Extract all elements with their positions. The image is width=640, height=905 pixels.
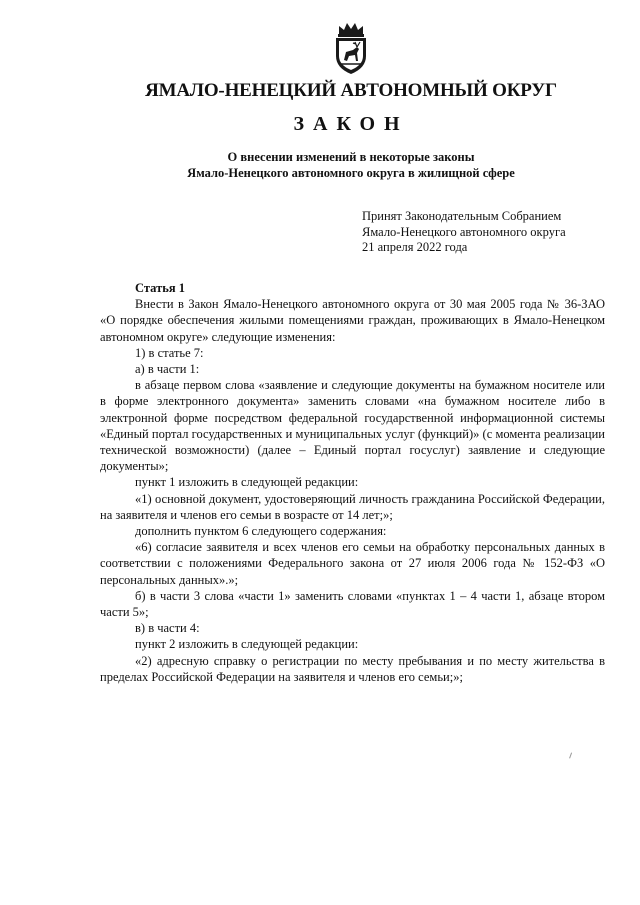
law-title <box>0 149 640 181</box>
scan-mark <box>569 752 575 759</box>
adoption-line: Ямало-Ненецкого автономного округа <box>362 224 566 239</box>
article-heading: Статья 1 <box>135 281 185 295</box>
paragraph: 1) в статье 7: <box>135 345 204 360</box>
document-type-heading: ЗАКОН <box>293 113 409 135</box>
paragraph: пункт 1 изложить в следующей редакции: <box>135 475 359 490</box>
paragraph: дополнить пунктом 6 следующего содержания: <box>135 524 387 539</box>
article-body <box>100 280 605 685</box>
law-title-line: О внесении изменений в некоторые законы <box>227 150 475 164</box>
paragraph: «1) основной документ, удостоверяющий личность гражданина Российской Федерации, на заявителя и членов его семьи в возрасте от 14 лет;»; <box>100 491 605 522</box>
coat-of-arms-icon <box>331 20 371 76</box>
paragraph: «6) согласие заявителя и всех членов его семьи на обработку персональных данных в соответствии с положениями Федерального закона от 27 июля 2006 года № 152-ФЗ «О персональных данных».»; <box>100 540 605 587</box>
paragraph: «2) адресную справку о регистрации по месту пребывания и по месту жительства в пределах Российской Федерации на заявителя и членов его семьи;»; <box>100 653 605 684</box>
paragraph: Внести в Закон Ямало-Ненецкого автономного округа от 30 мая 2005 года № 36-ЗАО «О порядке обеспечения жилыми помещениями граждан, проживающих в Ямало-Ненецком автономном округе» следующие изменения: <box>100 297 605 344</box>
paragraph: в абзаце первом слова «заявление и следующие документы на бумажном носителе или в форме электронного документа» заменить словами «на бумажном носителе либо в электронной форме посредством федеральной государственной информационной системы «Единый портал государственных и муниципальных услуг (функций)» (с момента реализации технической возможности) (далее – Единый портал госуслуг) заявление и следующие документы»; <box>100 378 605 474</box>
adoption-line: 21 апреля 2022 года <box>362 240 468 254</box>
paragraph: в) в части 4: <box>135 621 200 636</box>
paragraph: пункт 2 изложить в следующей редакции: <box>135 637 359 652</box>
paragraph: а) в части 1: <box>135 362 200 377</box>
paragraph: б) в части 3 слова «части 1» заменить словами «пунктах 1 – 4 части 1, абзаце втором части 5»; <box>100 588 605 620</box>
adoption-note <box>362 209 566 256</box>
region-title: ЯМАЛО-НЕНЕЦКИЙ АВТОНОМНЫЙ ОКРУГ <box>145 80 557 101</box>
law-title-line: Ямало-Ненецкого автономного округа в жилищной сфере <box>187 166 515 180</box>
adoption-line: Принят Законодательным Собранием <box>362 209 562 223</box>
